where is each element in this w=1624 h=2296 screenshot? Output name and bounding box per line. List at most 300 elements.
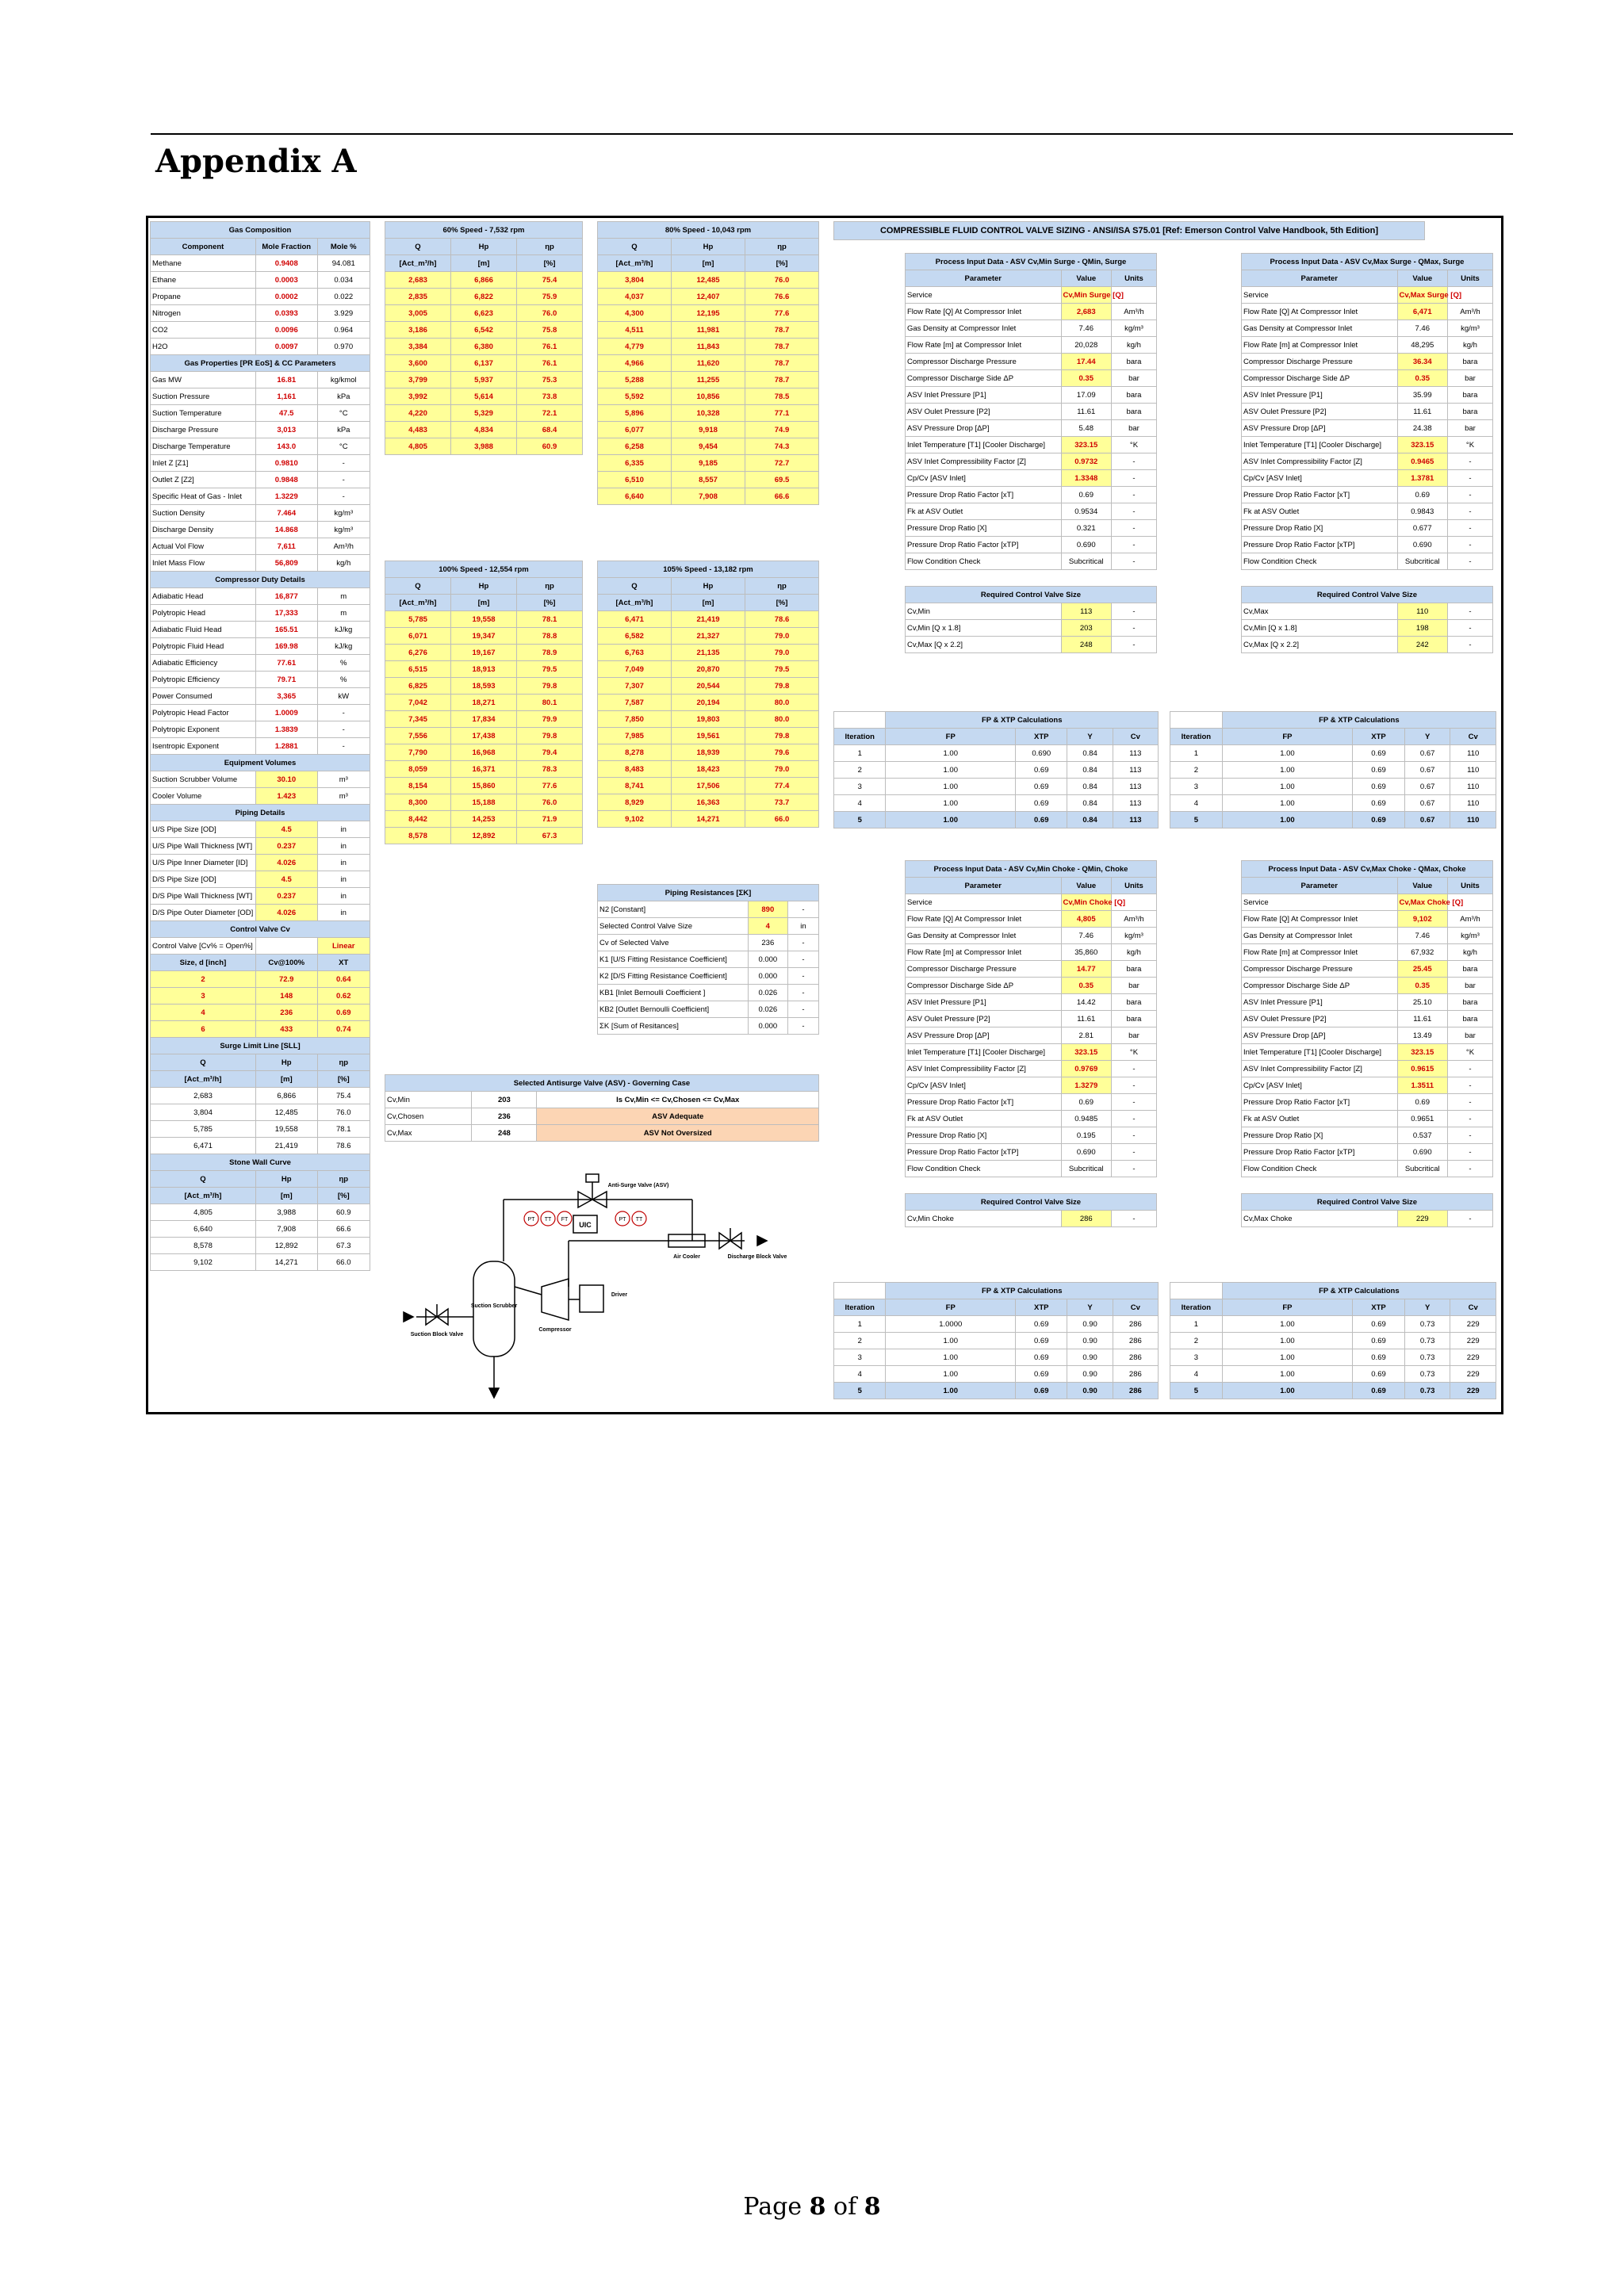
data-row [834, 812, 1159, 828]
iter-cell: 0.690 [1016, 745, 1067, 762]
param-unit: Am³/h [1447, 911, 1492, 928]
data-row [1242, 911, 1493, 928]
speed-cell: 77.6 [517, 778, 583, 794]
data-row [906, 470, 1157, 487]
param-unit: kg/h [1111, 944, 1156, 961]
param-label: ASV Pressure Drop [ΔP] [1242, 420, 1398, 437]
param-value: 4.026 [255, 855, 317, 871]
title-row [906, 861, 1157, 878]
speed-cell: 6,276 [385, 645, 451, 661]
column-header: Y [1067, 729, 1113, 745]
piping-details-title: Piping Details [151, 805, 370, 821]
param-value: 17,333 [255, 605, 317, 622]
column-header: Q [151, 1054, 256, 1071]
iter-cell: 0.69 [1016, 1316, 1067, 1333]
param-unit: - [1447, 1077, 1492, 1094]
param-value: 1.3348 [1061, 470, 1111, 487]
param-label: Compressor Discharge Pressure [906, 961, 1062, 978]
panel-title: Process Input Data - ASV Cv,Max Surge - QMax, Surge [1242, 254, 1493, 270]
data-row [151, 905, 370, 921]
speed-cell: 79.9 [517, 711, 583, 728]
header-row [385, 239, 583, 255]
data-row [906, 961, 1157, 978]
data-row [598, 985, 819, 1001]
iter-blank [834, 1283, 886, 1299]
iter-cell: 0.69 [1016, 1383, 1067, 1399]
data-row [385, 322, 583, 339]
cv-type-blank [255, 938, 317, 955]
param-unit: bar [1447, 978, 1492, 994]
param-label: Methane [151, 255, 256, 272]
param-value: 0.0003 [255, 272, 317, 289]
sll-cell: 78.6 [317, 1138, 370, 1154]
param-value: 323.15 [1397, 1044, 1447, 1061]
param-label: Polytropic Exponent [151, 721, 256, 738]
param-label: ASV Pressure Drop [ΔP] [906, 1027, 1062, 1044]
param-unit: kJ/kg [317, 622, 370, 638]
param-label: Gas MW [151, 372, 256, 388]
speed-cell: 5,592 [598, 388, 672, 405]
speed-cell: 12,892 [451, 828, 517, 844]
data-row [1242, 320, 1493, 337]
resist-value: 4 [748, 918, 787, 935]
param-unit: °C [317, 405, 370, 422]
param-label: Compressor Discharge Pressure [1242, 961, 1398, 978]
data-row [906, 1211, 1157, 1227]
stone-wall-title: Stone Wall Curve [151, 1154, 370, 1171]
data-row [1242, 304, 1493, 320]
data-row [1242, 553, 1493, 570]
param-value: 35.99 [1397, 387, 1447, 404]
data-row [1170, 1383, 1496, 1399]
iter-cell: 1 [1170, 1316, 1223, 1333]
speed-100-block [385, 561, 583, 844]
param-unit: - [1447, 1061, 1492, 1077]
speed-cell: 5,614 [451, 388, 517, 405]
req-value: 248 [1061, 637, 1111, 653]
data-row [151, 1104, 370, 1121]
process-diagram [385, 1152, 819, 1406]
speed-cell: 4,779 [598, 339, 672, 355]
resist-unit: - [787, 901, 818, 918]
data-row [906, 287, 1157, 304]
param-label: Gas Density at Compressor Inlet [1242, 320, 1398, 337]
title-row [1242, 861, 1493, 878]
param-label: Fk at ASV Outlet [906, 503, 1062, 520]
surge-limit-title: Surge Limit Line [SLL] [151, 1038, 370, 1054]
resist-label: Selected Control Valve Size [598, 918, 749, 935]
param-label: Fk at ASV Outlet [1242, 1111, 1398, 1127]
param-unit: - [1111, 487, 1156, 503]
param-unit: - [1111, 1111, 1156, 1127]
param-value: 17.09 [1061, 387, 1111, 404]
cv-min-label: Cv,Min [385, 1092, 472, 1108]
column-header: Q [385, 578, 451, 595]
param-label: Flow Condition Check [906, 553, 1062, 570]
param-unit: - [1447, 553, 1492, 570]
param-value: 4,805 [1061, 911, 1111, 928]
speed-cell: 8,483 [598, 761, 672, 778]
panel-max-choke [1241, 860, 1493, 1227]
iter-cell: 0.67 [1404, 779, 1450, 795]
data-row [906, 1061, 1157, 1077]
param-value: 0.321 [1061, 520, 1111, 537]
param-value: 0.9843 [1397, 503, 1447, 520]
param-label: Service [906, 287, 1062, 304]
title-row [151, 1154, 370, 1171]
data-row [598, 901, 819, 918]
unit-header: [Act_m³/h] [385, 255, 451, 272]
speed-cell: 4,300 [598, 305, 672, 322]
param-unit: kPa [317, 388, 370, 405]
param-label: Compressor Discharge Side ΔP [1242, 978, 1398, 994]
speed-cell: 73.8 [517, 388, 583, 405]
data-row [385, 661, 583, 678]
speed-cell: 76.0 [745, 272, 819, 289]
column-header: Cv@100% [255, 955, 317, 971]
iter-cell: 0.69 [1353, 762, 1405, 779]
stone-cell: 66.6 [317, 1221, 370, 1238]
asv-oversized-result: ASV Not Oversized [537, 1125, 819, 1142]
param-unit: bara [1111, 961, 1156, 978]
speed-cell: 72.1 [517, 405, 583, 422]
data-row [151, 455, 370, 472]
param-value: 25.45 [1397, 961, 1447, 978]
param-unit: kg/m³ [317, 522, 370, 538]
param-label: ASV Oulet Pressure [P2] [1242, 404, 1398, 420]
iter-cell: 0.69 [1016, 795, 1067, 812]
data-row [151, 422, 370, 438]
iter-cell: 0.69 [1353, 745, 1405, 762]
req-value: 198 [1397, 620, 1447, 637]
title-row [151, 921, 370, 938]
iter-cell: 1.00 [1222, 779, 1352, 795]
speed-cell: 77.4 [745, 778, 819, 794]
param-unit: kJ/kg [317, 638, 370, 655]
column-header: Iteration [1170, 729, 1223, 745]
data-row [151, 788, 370, 805]
resist-unit: - [787, 968, 818, 985]
speed-title: 105% Speed - 13,182 rpm [598, 561, 819, 578]
speed-cell: 68.4 [517, 422, 583, 438]
data-row [1242, 470, 1493, 487]
param-label: ASV Inlet Pressure [P1] [906, 387, 1062, 404]
data-row [1242, 1094, 1493, 1111]
iter-cell: 110 [1450, 795, 1496, 812]
param-label: Discharge Temperature [151, 438, 256, 455]
speed-cell: 73.7 [745, 794, 819, 811]
param-unit: bar [1111, 420, 1156, 437]
data-row [598, 935, 819, 951]
data-row [151, 322, 370, 339]
asv-check-text: Is Cv,Min <= Cv,Chosen <= Cv,Max [537, 1092, 819, 1108]
column-header: Parameter [1242, 270, 1398, 287]
speed-cell: 6,582 [598, 628, 672, 645]
speed-cell: 20,544 [672, 678, 745, 695]
param-unit: Am³/h [1111, 911, 1156, 928]
param-label: Cp/Cv [ASV Inlet] [1242, 1077, 1398, 1094]
data-row [1242, 1127, 1493, 1144]
param-unit: - [1447, 537, 1492, 553]
unit-header: [%] [517, 595, 583, 611]
data-row [906, 437, 1157, 453]
iter-cell: 0.69 [1353, 1383, 1405, 1399]
sll-cell: 5,785 [151, 1121, 256, 1138]
data-row [385, 611, 583, 628]
column-header: ηp [745, 578, 819, 595]
sll-cell: 6,866 [255, 1088, 317, 1104]
speed-cell: 19,347 [451, 628, 517, 645]
unit-header: [Act_m³/h] [385, 595, 451, 611]
unit-header: [Act_m³/h] [598, 595, 672, 611]
param-label: Flow Condition Check [906, 1161, 1062, 1177]
column-header: Cv [1450, 729, 1496, 745]
gas-column [150, 221, 370, 1271]
speed-cell: 79.8 [745, 678, 819, 695]
iter-cell: 0.90 [1067, 1316, 1113, 1333]
iteration-max-surge [1170, 711, 1496, 828]
speed-cell: 16,363 [672, 794, 745, 811]
iteration-title: FP & XTP Calculations [886, 712, 1159, 729]
param-unit: - [1111, 1077, 1156, 1094]
data-row [151, 538, 370, 555]
param-unit: bara [1447, 354, 1492, 370]
param-value: 0.237 [255, 838, 317, 855]
speed-cell: 8,300 [385, 794, 451, 811]
data-row [151, 305, 370, 322]
column-header: Parameter [1242, 878, 1398, 894]
title-row [1242, 1194, 1493, 1211]
param-unit: bara [1447, 1011, 1492, 1027]
data-row [906, 1144, 1157, 1161]
column-header: Hp [672, 578, 745, 595]
param-value: 17.44 [1061, 354, 1111, 370]
data-row [906, 1011, 1157, 1027]
data-row [151, 1121, 370, 1138]
iter-cell: 0.90 [1067, 1349, 1113, 1366]
resist-label: KB1 [Inlet Bernoulli Coefficient ] [598, 985, 749, 1001]
iter-cell: 1 [1170, 745, 1223, 762]
param-unit: in [317, 871, 370, 888]
speed-cell: 9,102 [598, 811, 672, 828]
param-value: 0.9465 [1397, 453, 1447, 470]
param-label: ASV Pressure Drop [ΔP] [1242, 1027, 1398, 1044]
param-value: 67,932 [1397, 944, 1447, 961]
iter-cell: 1.00 [1222, 1349, 1352, 1366]
unit-header: [m] [672, 255, 745, 272]
data-row [151, 871, 370, 888]
param-unit: - [1111, 520, 1156, 537]
iter-cell: 0.73 [1404, 1366, 1450, 1383]
param-label: Flow Rate [m] at Compressor Inlet [906, 944, 1062, 961]
data-row [1242, 287, 1493, 304]
resist-unit: in [787, 918, 818, 935]
param-unit: - [1447, 1094, 1492, 1111]
data-row [1242, 420, 1493, 437]
data-row [834, 1383, 1159, 1399]
panel-min-choke [905, 860, 1157, 1227]
param-unit: 0.970 [317, 339, 370, 355]
data-row [385, 438, 583, 455]
data-row [151, 339, 370, 355]
data-row [1242, 1061, 1493, 1077]
iter-cell: 0.73 [1404, 1383, 1450, 1399]
speed-cell: 6,471 [598, 611, 672, 628]
param-unit: kg/m³ [1111, 928, 1156, 944]
param-unit: °K [1447, 437, 1492, 453]
param-value: 0.9810 [255, 455, 317, 472]
param-label: Polytropic Head Factor [151, 705, 256, 721]
sll-cell: 6,471 [151, 1138, 256, 1154]
data-row [598, 355, 819, 372]
iter-cell: 113 [1113, 812, 1158, 828]
param-value: 35,860 [1061, 944, 1111, 961]
param-label: Discharge Pressure [151, 422, 256, 438]
param-label: Power Consumed [151, 688, 256, 705]
speed-cell: 8,154 [385, 778, 451, 794]
sll-cell: 3,804 [151, 1104, 256, 1121]
spreadsheet-sheet [146, 216, 1503, 1414]
param-unit: m³ [317, 771, 370, 788]
param-unit: m [317, 588, 370, 605]
param-label: D/S Pipe Outer Diameter [OD] [151, 905, 256, 921]
iter-cell: 2 [834, 762, 886, 779]
data-row [906, 1094, 1157, 1111]
data-row [1242, 603, 1493, 620]
iter-cell: 1.00 [1222, 1333, 1352, 1349]
speed-cell: 6,380 [451, 339, 517, 355]
data-row [598, 761, 819, 778]
param-value: 48,295 [1397, 337, 1447, 354]
data-row [834, 1316, 1159, 1333]
param-unit: in [317, 838, 370, 855]
speed-60-block [385, 221, 583, 455]
header-row [385, 595, 583, 611]
speed-cell: 6,640 [598, 488, 672, 505]
ft-label: FT [561, 1217, 569, 1223]
speed-cell: 5,785 [385, 611, 451, 628]
iter-cell: 5 [834, 812, 886, 828]
data-row [385, 289, 583, 305]
data-row [1242, 520, 1493, 537]
iter-cell: 4 [834, 1366, 886, 1383]
column-header: Q [598, 578, 672, 595]
param-value: 1.3511 [1397, 1077, 1447, 1094]
data-row [1242, 1211, 1493, 1227]
sizing-title-block [833, 221, 1425, 240]
data-row [906, 637, 1157, 653]
param-unit: - [1447, 453, 1492, 470]
param-label: Suction Density [151, 505, 256, 522]
data-row [906, 337, 1157, 354]
data-row [151, 855, 370, 871]
iter-cell: 4 [834, 795, 886, 812]
iter-cell: 1.00 [886, 1349, 1016, 1366]
header-row [151, 1188, 370, 1204]
air-cooler-label: Air Cooler [673, 1254, 700, 1260]
column-header: Q [598, 239, 672, 255]
iter-cell: 286 [1113, 1383, 1158, 1399]
speed-cell: 19,561 [672, 728, 745, 744]
data-row [151, 721, 370, 738]
param-unit: kg/m³ [317, 505, 370, 522]
param-value: 4.5 [255, 821, 317, 838]
header-row [834, 729, 1159, 745]
panel-title: Process Input Data - ASV Cv,Min Choke - QMin, Choke [906, 861, 1157, 878]
data-row [385, 355, 583, 372]
column-header: Size, d [inch] [151, 955, 256, 971]
param-unit: kg/h [1447, 337, 1492, 354]
data-row [1242, 487, 1493, 503]
param-value: 77.61 [255, 655, 317, 672]
data-row [151, 372, 370, 388]
cv-chosen-label: Cv,Chosen [385, 1108, 472, 1125]
data-row [1170, 1366, 1496, 1383]
speed-cell: 3,600 [385, 355, 451, 372]
param-label: Pressure Drop Ratio [X] [906, 520, 1062, 537]
speed-cell: 19,167 [451, 645, 517, 661]
speed-cell: 7,850 [598, 711, 672, 728]
param-unit: bara [1447, 404, 1492, 420]
column-header: Cv [1113, 1299, 1158, 1316]
speed-cell: 3,799 [385, 372, 451, 388]
speed-cell: 15,860 [451, 778, 517, 794]
iter-cell: 110 [1450, 812, 1496, 828]
spacer-row [906, 1177, 1157, 1194]
param-unit: in [317, 888, 370, 905]
speed-cell: 60.9 [517, 438, 583, 455]
param-label: Flow Rate [m] at Compressor Inlet [1242, 337, 1398, 354]
data-row [1242, 1111, 1493, 1127]
req-value: 229 [1397, 1211, 1447, 1227]
req-value: 286 [1061, 1211, 1111, 1227]
column-header: Hp [451, 239, 517, 255]
param-unit: - [317, 721, 370, 738]
speed-cell: 78.3 [517, 761, 583, 778]
req-value: 242 [1397, 637, 1447, 653]
data-row [834, 1349, 1159, 1366]
data-row [906, 1027, 1157, 1044]
stone-cell: 14,271 [255, 1254, 317, 1271]
cv-max-value: 248 [472, 1125, 537, 1142]
param-unit: 0.022 [317, 289, 370, 305]
speed-cell: 4,966 [598, 355, 672, 372]
iteration-min-surge [833, 711, 1159, 828]
req-unit: - [1447, 637, 1492, 653]
data-row [151, 388, 370, 405]
param-unit: % [317, 672, 370, 688]
param-label: Pressure Drop Ratio Factor [xT] [906, 487, 1062, 503]
unit-header: [m] [255, 1188, 317, 1204]
speed-cell: 18,593 [451, 678, 517, 695]
header-row [151, 1171, 370, 1188]
data-row [906, 503, 1157, 520]
sll-cell: 78.1 [317, 1121, 370, 1138]
speed-cell: 79.8 [517, 728, 583, 744]
resist-value: 0.026 [748, 1001, 787, 1018]
param-unit: - [317, 455, 370, 472]
stone-cell: 3,988 [255, 1204, 317, 1221]
param-unit: in [317, 905, 370, 921]
param-value: 0.9408 [255, 255, 317, 272]
speed-cell: 8,278 [598, 744, 672, 761]
param-value: 2.81 [1061, 1027, 1111, 1044]
param-label: Adiabatic Head [151, 588, 256, 605]
param-value: 0.677 [1397, 520, 1447, 537]
column-header: XTP [1353, 1299, 1405, 1316]
param-value: 169.98 [255, 638, 317, 655]
req-label: Cv,Max Choke [1242, 1211, 1398, 1227]
